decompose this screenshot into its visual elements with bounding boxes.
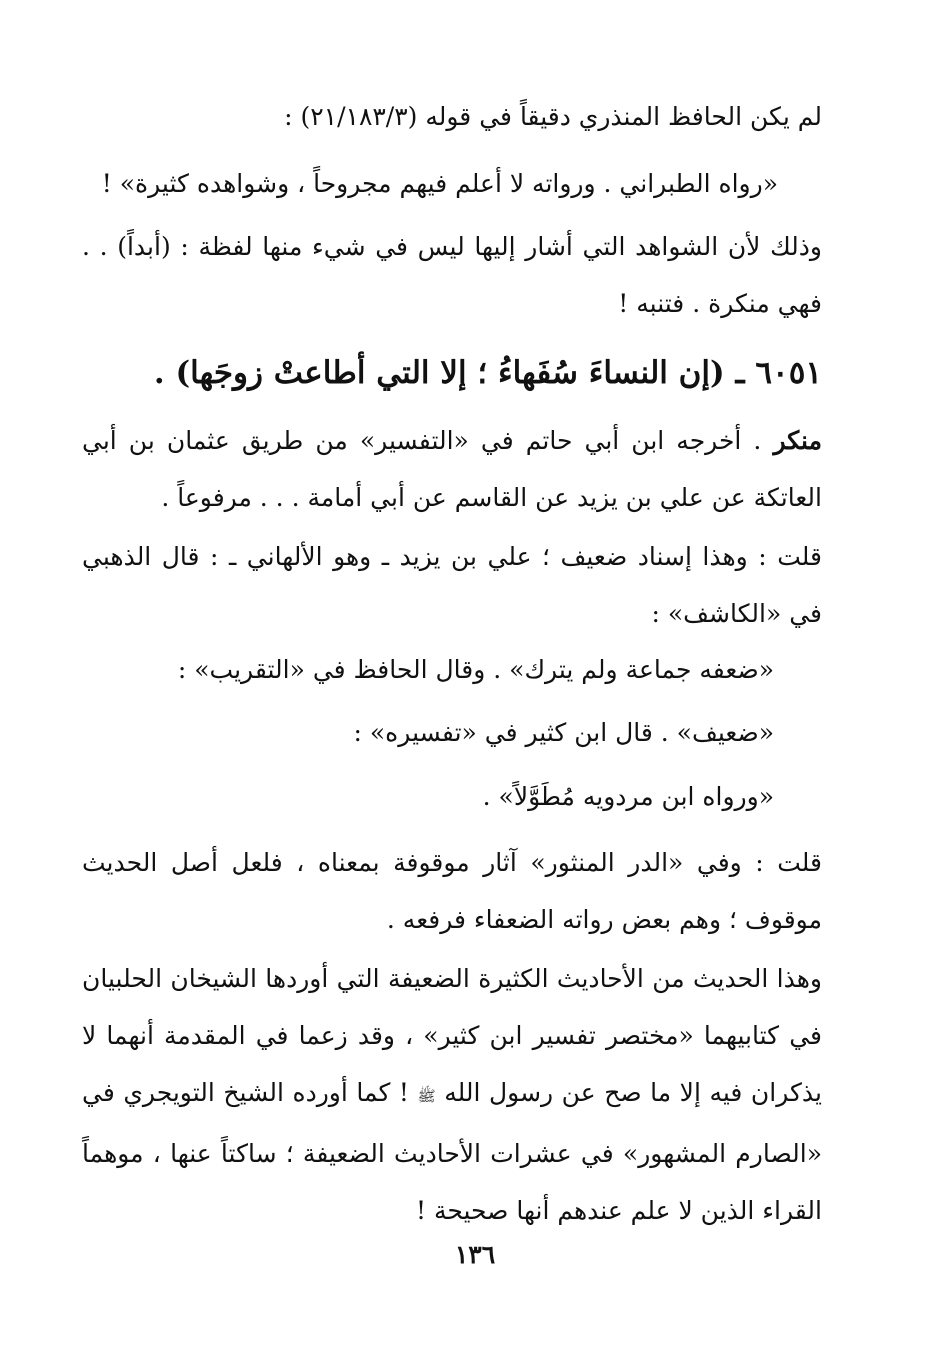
quote-mardawayh: «ورواه ابن مردويه مُطَوَّلاً» .: [482, 782, 774, 811]
salawat-glyph: ﷺ: [417, 1087, 436, 1105]
quote-tabarani: «رواه الطبراني . ورواته لا أعلم فيهم مجروحاً ، وشواهده كثيرة» !: [101, 169, 778, 198]
quote-daafahu: «ضعفه جماعة ولم يترك» . وقال الحافظ في «التقريب» :: [177, 655, 774, 684]
quote-daif: «ضعيف» . قال ابن كثير في «تفسيره» :: [353, 718, 774, 747]
paragraph-isnad: قلت : وهذا إسناد ضعيف ؛ علي بن يزيد ـ وهو الألهاني ـ : قال الذهبي في «الكاشف» :: [82, 542, 822, 628]
page-number: ١٣٦: [454, 1240, 496, 1269]
paragraph-halabiyan: [82, 950, 822, 1239]
paragraph-durr-manthur: قلت : وفي «الدر المنثور» آثار موقوفة بمعناه ، فلعل أصل الحديث موقوف ؛ وهم بعض رواته الضعفاء فرفعه .: [82, 848, 822, 934]
paragraph-takhrij: [82, 412, 822, 526]
paragraph-mundhiri-note: لم يكن الحافظ المنذري دقيقاً في قوله (٢١/١٨٣/٣) :: [284, 102, 822, 131]
takhrij-text: . أخرجه ابن أبي حاتم في «التفسير» من طريق عثمان بن أبي العاتكة عن علي بن يزيد عن القاسم عن أبي أمامة . . . مرفوعاً .: [82, 426, 822, 512]
paragraph-shawahid: وذلك لأن الشواهد التي أشار إليها ليس في شيء منها لفظة : (أبداً) . . فهي منكرة . فتنبه !: [82, 232, 822, 318]
halabiyan-text-1: وهذا الحديث من الأحاديث الكثيرة الضعيفة التي أوردها الشيخان الحلبيان في كتابيهما «مختصر تفسير ابن كثير» ، وقد زعما في المقدمة أنهما لا يذكران فيه إلا ما صح عن رسول الله: [82, 964, 822, 1107]
halabiyan-text-2: ! كما أورده الشيخ التويجري في «الصارم المشهور» في عشرات الأحاديث الضعيفة ؛ ساكتاً عنها ، موهماً القراء الذين لا علم عندهم أنها صحيحة !: [82, 1078, 822, 1225]
hadith-heading: ٦٠٥١ ـ (إن النساءَ سُفَهاءُ ؛ إلا التي أطاعتْ زوجَها) .: [153, 355, 822, 391]
verdict-label: منكر: [773, 426, 822, 455]
